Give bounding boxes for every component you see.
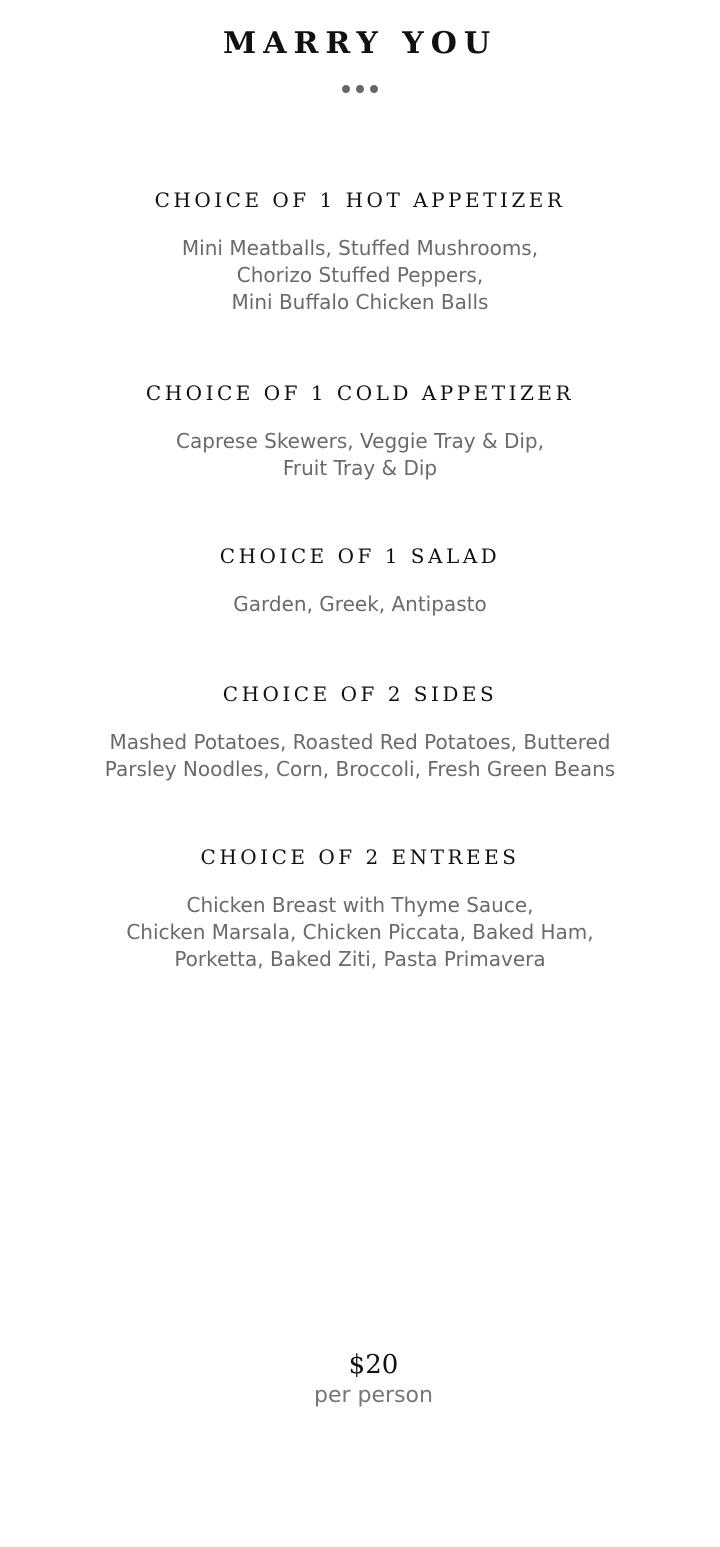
section-item-line: Chorizo Stuffed Peppers, xyxy=(236,263,484,287)
section-heading: CHOICE OF 1 SALAD xyxy=(219,544,501,568)
dot-icon xyxy=(342,85,350,93)
section-heading: CHOICE OF 2 ENTREES xyxy=(200,845,520,869)
section-heading: CHOICE OF 1 HOT APPETIZER xyxy=(154,188,566,212)
section-item-line: Caprese Skewers, Veggie Tray & Dip, xyxy=(176,429,544,453)
section-item-line: Mini Meatballs, Stuffed Mushrooms, xyxy=(181,236,539,260)
section-heading: CHOICE OF 2 SIDES xyxy=(222,682,498,706)
section-items xyxy=(0,428,720,482)
menu-section-salad xyxy=(0,542,720,618)
section-heading: CHOICE OF 1 COLD APPETIZER xyxy=(145,381,575,405)
section-items xyxy=(0,729,720,783)
section-items xyxy=(0,591,720,618)
menu-section-entrees xyxy=(0,843,720,973)
menu-section-cold-appetizer xyxy=(0,379,720,482)
menu-title: MARRY YOU xyxy=(223,26,497,61)
section-item-line: Porketta, Baked Ziti, Pasta Primavera xyxy=(174,947,546,971)
section-items xyxy=(0,892,720,973)
ornament-dots xyxy=(0,85,720,93)
section-item-line: Chicken Breast with Thyme Sauce, xyxy=(186,893,534,917)
dot-icon xyxy=(356,85,364,93)
menu-section-hot-appetizer xyxy=(0,186,720,316)
section-item-line: Fruit Tray & Dip xyxy=(282,456,438,480)
price-block xyxy=(0,1348,720,1410)
section-item-line: Mashed Potatoes, Roasted Red Potatoes, Buttered xyxy=(109,730,611,754)
section-item-line: Chicken Marsala, Chicken Piccata, Baked Ham, xyxy=(126,920,594,944)
section-item-line: Mini Buffalo Chicken Balls xyxy=(231,290,489,314)
price: $20 xyxy=(348,1350,399,1380)
section-item-line: Parsley Noodles, Corn, Broccoli, Fresh Green Beans xyxy=(104,757,616,781)
menu-section-sides xyxy=(0,680,720,783)
section-item-line: Garden, Greek, Antipasto xyxy=(233,592,487,616)
section-items xyxy=(0,235,720,316)
price-unit: per person xyxy=(314,1383,433,1408)
dot-icon xyxy=(370,85,378,93)
